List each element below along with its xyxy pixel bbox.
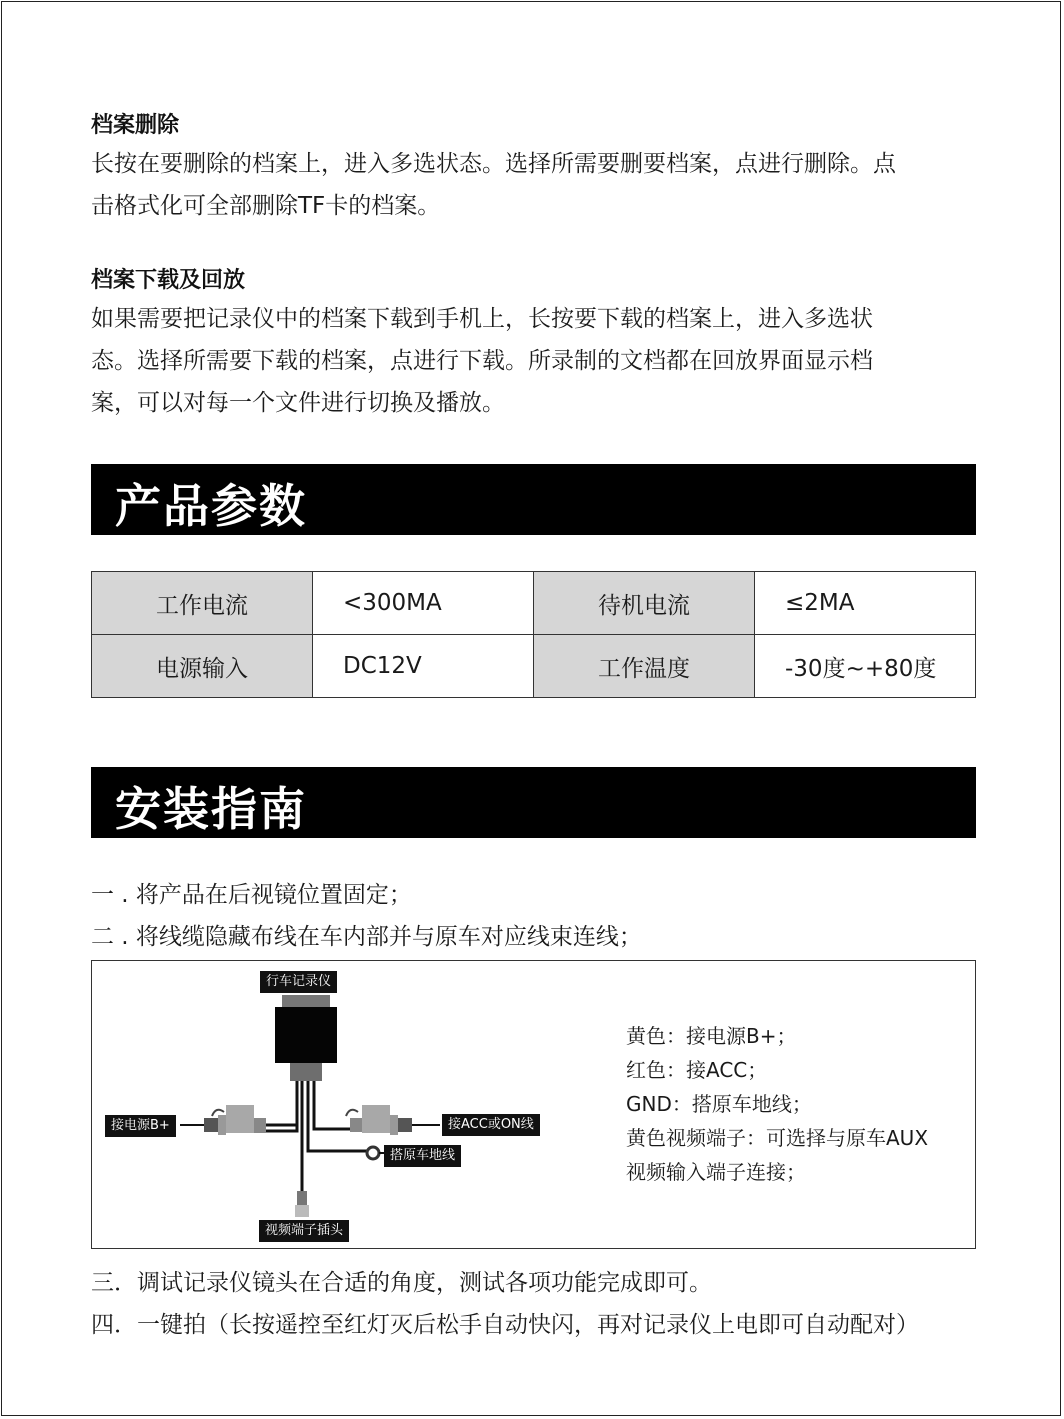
wire-bundle: [242, 1081, 362, 1191]
install-step-1: 一 . 将产品在后视镜位置固定；: [91, 882, 412, 908]
params-table: [91, 571, 976, 698]
table-row: [92, 572, 976, 635]
param-value: -30度~+80度: [755, 635, 976, 698]
param-value: ≤2MA: [755, 572, 976, 635]
download-line-2: 态。选择所需要下载的档案，点进行下载。所录制的文档都在回放界面显示档: [91, 348, 873, 374]
table-row: [92, 635, 976, 698]
install-step-3: 三．调试记录仪镜头在合适的角度，测试各项功能完成即可。: [91, 1270, 712, 1296]
device-connector: [290, 1063, 322, 1081]
delete-heading: 档案删除: [91, 113, 180, 138]
legend-line: 黄色：接电源B+；: [626, 1024, 797, 1048]
params-banner-title: 产品参数: [115, 479, 307, 533]
ground-terminal: [354, 1147, 384, 1159]
acc-connector: [346, 1105, 440, 1135]
power-label: 接电源B+: [105, 1115, 176, 1137]
params-banner: [91, 464, 976, 535]
download-paragraph: [91, 298, 981, 424]
install-step-2: 二 . 将线缆隐藏布线在车内部并与原车对应线束连线；: [91, 924, 642, 950]
legend-line: 红色：接ACC；: [626, 1058, 768, 1082]
download-line-1: 如果需要把记录仪中的档案下载到手机上，长按要下载的档案上，进入多选状: [91, 306, 873, 332]
param-value: <300MA: [313, 572, 534, 635]
delete-line-1: 长按在要删除的档案上，进入多选状态。选择所需要删要档案，点进行删除。点: [91, 151, 896, 177]
acc-label: 接ACC或ON线: [442, 1114, 540, 1136]
delete-line-2: 击格式化可全部删除TF卡的档案。: [91, 193, 441, 219]
wiring-diagram: [91, 960, 976, 1249]
device-body: [275, 1007, 337, 1063]
param-value: DC12V: [313, 635, 534, 698]
install-step-4: 四．一键拍（长按遥控至红灯灭后松手自动快闪，再对记录仪上电即可自动配对）: [91, 1312, 919, 1338]
legend-line: 黄色视频端子：可选择与原车AUX: [626, 1126, 929, 1150]
video-label: 视频端子插头: [259, 1220, 349, 1242]
install-banner: [91, 767, 976, 838]
download-line-3: 案，可以对每一个文件进行切换及播放。: [91, 390, 505, 416]
device-label: 行车记录仪: [260, 971, 337, 993]
device-mount: [282, 995, 330, 1007]
ground-label: 搭原车地线: [384, 1145, 461, 1167]
legend-line: GND：搭原车地线；: [626, 1092, 812, 1116]
legend-line: 视频输入端子连接；: [626, 1160, 806, 1184]
param-key: 工作电流: [92, 572, 313, 635]
download-heading: 档案下载及回放: [91, 268, 246, 293]
param-key: 电源输入: [92, 635, 313, 698]
wiring-legend: [626, 1019, 928, 1189]
param-key: 待机电流: [534, 572, 755, 635]
video-plug: [295, 1191, 309, 1217]
wiring-illustration: [92, 961, 612, 1248]
install-banner-title: 安装指南: [115, 782, 307, 836]
delete-paragraph: [91, 143, 981, 227]
param-key: 工作温度: [534, 635, 755, 698]
